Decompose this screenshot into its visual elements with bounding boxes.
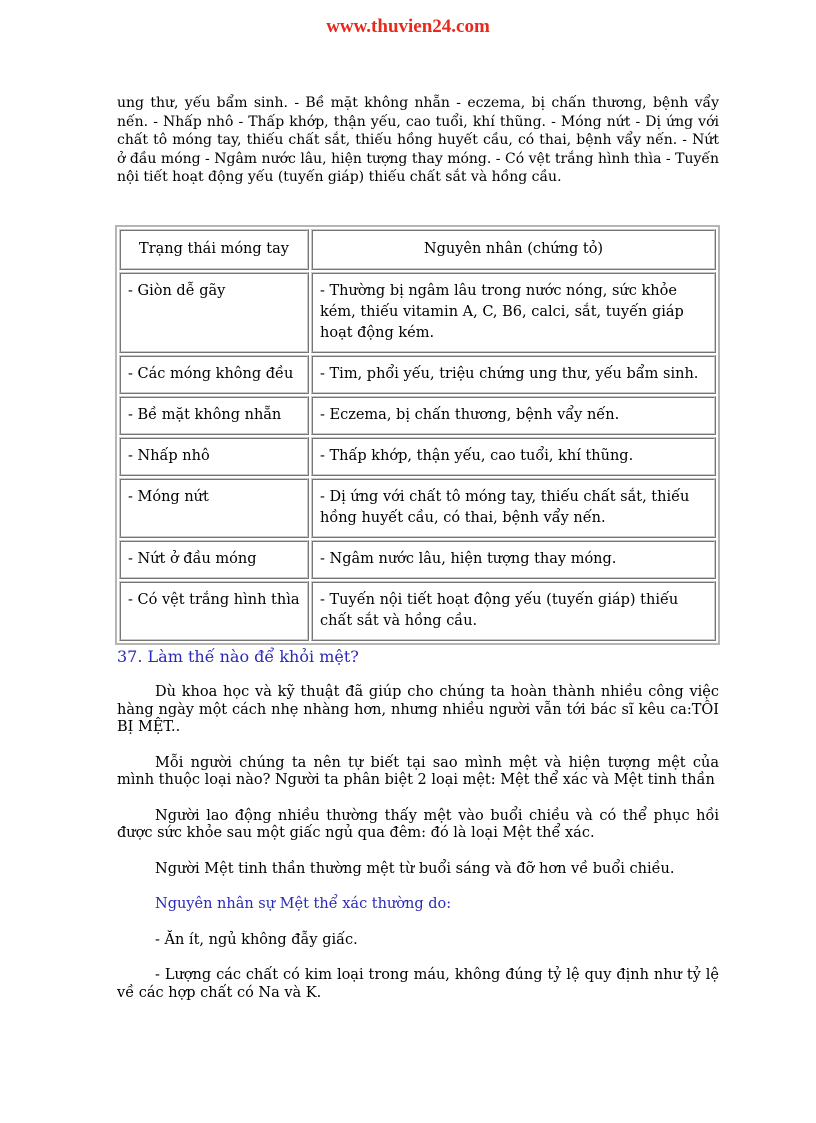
table-row [119, 478, 716, 538]
table-row [119, 540, 716, 579]
condition-cell: - Các móng không đều [119, 355, 309, 394]
cause-cell: - Eczema, bị chấn thương, bệnh vẩy nến. [311, 396, 716, 435]
cause-cell: - Thấp khớp, thận yếu, cao tuổi, khí thũng. [311, 437, 716, 476]
section-title: 37. Làm thế nào để khỏi mệt? [117, 647, 359, 666]
nail-condition-table [115, 225, 720, 645]
body-paragraph: Dù khoa học và kỹ thuật đã giúp cho chúng ta hoàn thành nhiều công việc hàng ngày một cách nhẹ nhàng hơn, nhưng nhiều người vẫn tới bác sĩ kêu ca:TÔI BỊ MỆT.. [117, 684, 719, 735]
condition-cell: - Có vệt trắng hình thìa [119, 581, 309, 641]
table-row [119, 355, 716, 394]
cause-cell: - Tim, phổi yếu, triệu chứng ung thư, yếu bẩm sinh. [311, 355, 716, 394]
table-row [119, 437, 716, 476]
table-row [119, 272, 716, 353]
column-header: Trạng thái móng tay [119, 229, 309, 270]
body-paragraph: - Ăn ít, ngủ không đẫy giấc. [155, 931, 358, 948]
condition-cell: - Nhấp nhô [119, 437, 309, 476]
cause-cell: - Tuyến nội tiết hoạt động yếu (tuyến giáp) thiếu chất sắt và hồng cầu. [311, 581, 716, 641]
cause-cell: - Ngâm nước lâu, hiện tượng thay móng. [311, 540, 716, 579]
intro-paragraph: ung thư, yếu bẩm sinh. - Bề mặt không nhẵn - eczema, bị chấn thương, bệnh vẩy nến. - Nhấp nhô - Thấp khớp, thận yếu, cao tuổi, khí thũng. - Móng nứt - Dị ứng với chất tô móng tay, thiếu chất sắt, thiếu hồng huyết cầu, có thai, bệnh vẩy nến. - Nứt ở đầu móng - Ngâm nước lâu, hiện tượng thay móng. - Có vệt trắng hình thìa - Tuyến nội tiết hoạt động yếu (tuyến giáp) thiếu chất sắt và hồng cầu. [117, 95, 719, 185]
section-body [117, 684, 719, 1020]
table-row [119, 396, 716, 435]
table-row [119, 581, 716, 641]
cause-cell: - Dị ứng với chất tô móng tay, thiếu chất sắt, thiếu hồng huyết cầu, có thai, bệnh vẩy nến. [311, 478, 716, 538]
body-paragraph: Người lao động nhiều thường thấy mệt vào buổi chiều và có thể phục hồi được sức khỏe sau một giấc ngủ qua đêm: đó là loại Mệt thể xác. [117, 807, 719, 841]
condition-cell: - Giòn dễ gãy [119, 272, 309, 353]
table-header-row [119, 229, 716, 270]
condition-cell: - Nứt ở đầu móng [119, 540, 309, 579]
column-header: Nguyên nhân (chứng tỏ) [311, 229, 716, 270]
condition-cell: - Bề mặt không nhẵn [119, 396, 309, 435]
cause-cell: - Thường bị ngâm lâu trong nước nóng, sức khỏe kém, thiếu vitamin A, C, B6, calci, sắt, tuyến giáp hoạt động kém. [311, 272, 716, 353]
body-paragraph: Mỗi người chúng ta nên tự biết tại sao mình mệt và hiện tượng mệt của mình thuộc loại nào? Người ta phân biệt 2 loại mệt: Mệt thể xác và Mệt tinh thần [117, 754, 719, 788]
condition-cell: - Móng nứt [119, 478, 309, 538]
body-paragraph: Người Mệt tinh thần thường mệt từ buổi sáng và đỡ hơn về buổi chiều. [155, 860, 675, 877]
subheading: Nguyên nhân sự Mệt thể xác thường do: [155, 896, 452, 912]
body-paragraph: - Lượng các chất có kim loại trong máu, không đúng tỷ lệ quy định như tỷ lệ về các hợp chất có Na và K. [117, 967, 719, 1001]
site-header[interactable]: www.thuvien24.com [326, 16, 490, 37]
